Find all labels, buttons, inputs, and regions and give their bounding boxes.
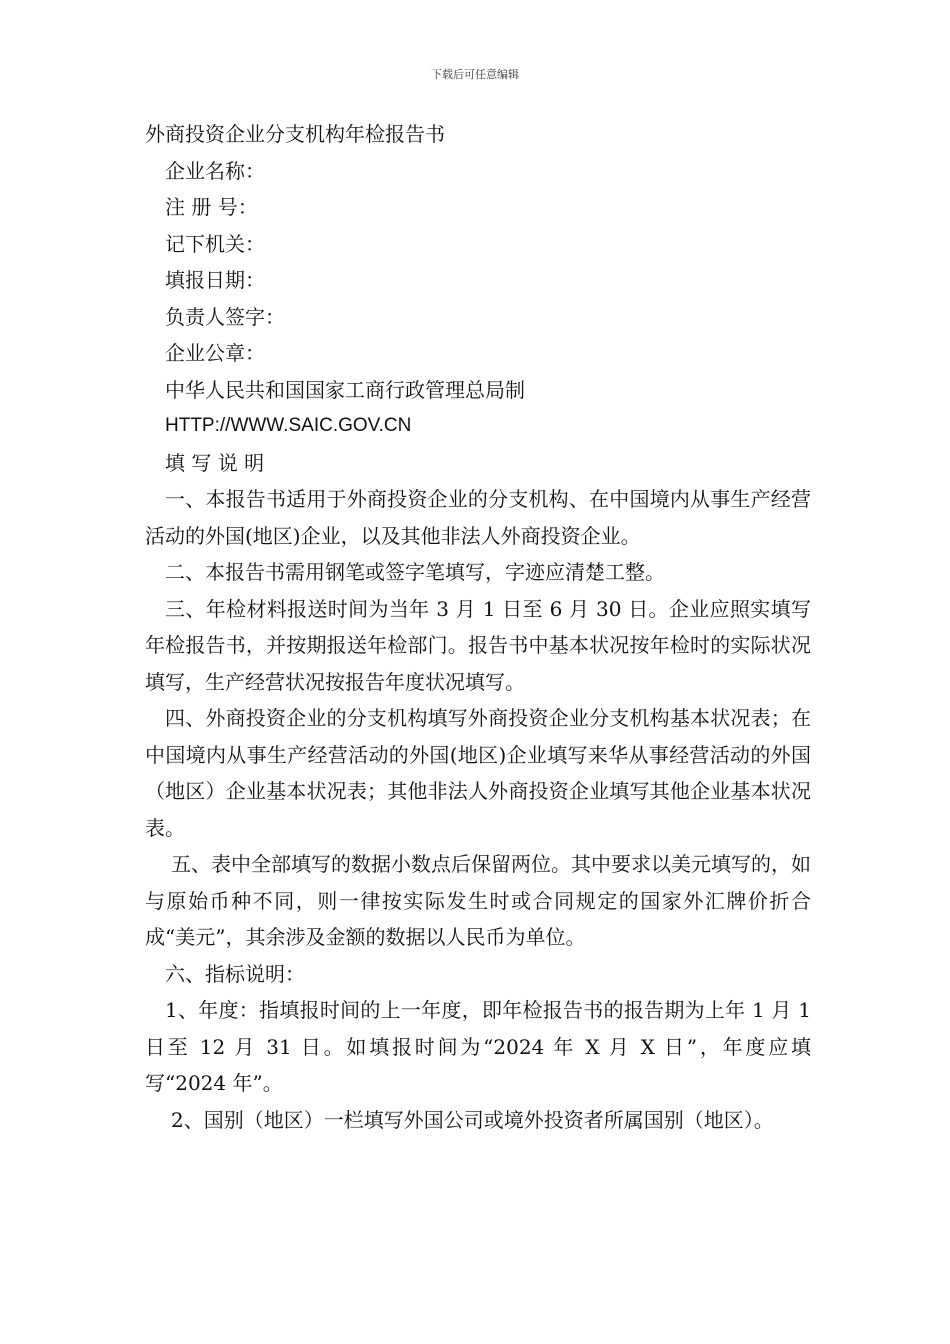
- issuer-url: HTTP://WWW.SAIC.GOV.CN: [165, 415, 412, 436]
- field-fill-date: 填报日期：: [165, 268, 265, 292]
- document-body: [145, 116, 811, 1138]
- instruction-item-6: 六、指标说明：: [165, 961, 305, 986]
- document-title: 外商投资企业分支机构年检报告书: [145, 122, 445, 146]
- instruction-item-2: 二、本报告书需用钢笔或签字笔填写，字迹应清楚工整。: [165, 560, 665, 584]
- instruction-item-5: 五、表中全部填写的数据小数点后保留两位。其中要求以美元填写的，如与原始币种不同，则一律按实际发生时或合同规定的国家外汇牌价折合成“美元”，其余涉及金额的数据以人民币为单位。: [145, 852, 811, 949]
- header-note: 下载后可任意编辑: [431, 68, 519, 81]
- issuer-text: 中华人民共和国国家工商行政管理总局制: [165, 377, 525, 402]
- indicator-item-2: 2、国别（地区）一栏填写外国公司或境外投资者所属国别（地区）。: [171, 1107, 774, 1132]
- field-signature: 负责人签字：: [165, 304, 285, 329]
- field-registration-no: 注 册 号：: [165, 195, 258, 219]
- field-company-seal: 企业公章：: [165, 341, 265, 365]
- instruction-item-3: 三、年检材料报送时间为当年 3 月 1 日至 6 月 30 日。企业应照实填写年检报告书，并按期报送年检部门。报告书中基本状况按年检时的实际状况填写，生产经营状况按报告年度状况填写。: [145, 596, 811, 694]
- instruction-item-4: 四、外商投资企业的分支机构填写外商投资企业分支机构基本状况表；在中国境内从事生产经营活动的外国(地区)企业填写来华从事经营活动的外国（地区）企业基本状况表；其他非法人外商投资企业填写其他企业基本状况表。: [145, 706, 811, 840]
- instruction-item-1: 一、本报告书适用于外商投资企业的分支机构、在中国境内从事生产经营活动的外国(地区)企业，以及其他非法人外商投资企业。: [145, 487, 811, 548]
- field-company-name: 企业名称：: [165, 158, 265, 183]
- field-registration-authority: 记下机关：: [165, 231, 265, 256]
- indicator-item-1: 1、年度：指填报时间的上一年度，即年检报告书的报告期为上年 1 月 1 日至 12 月 31 日。如填报时间为“2024 年 X 月 X 日”，年度应填写“2024 年”。: [145, 998, 811, 1095]
- instructions-title: 填 写 说 明: [165, 450, 265, 475]
